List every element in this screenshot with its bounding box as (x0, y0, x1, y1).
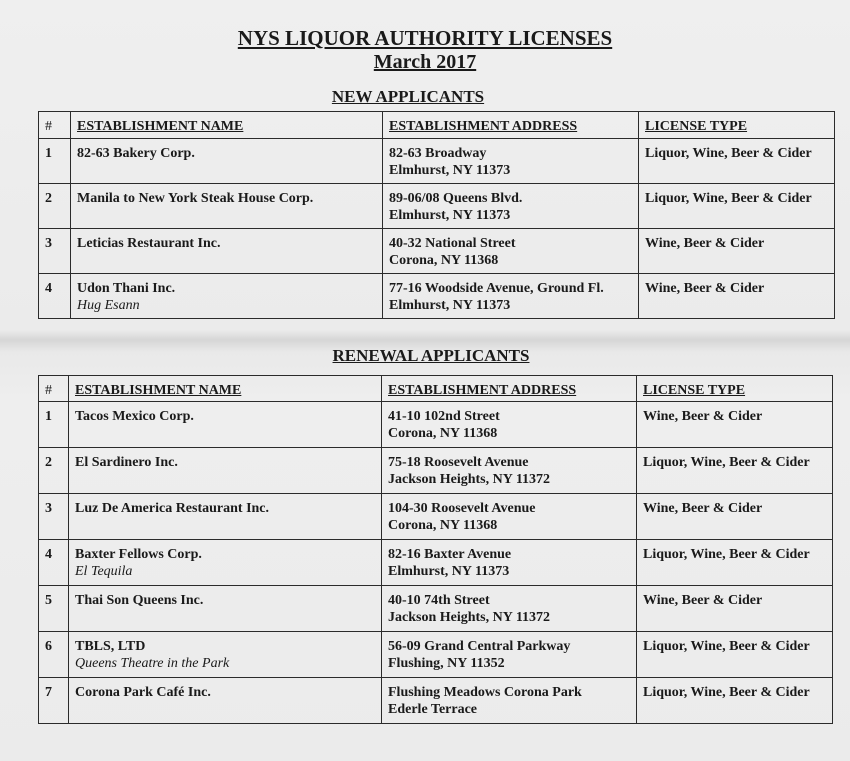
establishment-address-cell (383, 139, 639, 184)
street-address: 82-16 Baxter Avenue (388, 547, 512, 562)
street-address: 89-06/08 Queens Blvd. (389, 191, 523, 206)
row-number: 4 (39, 274, 71, 319)
establishment-address-cell (382, 632, 637, 678)
establishment-name: 82-63 Bakery Corp. (77, 146, 195, 161)
table-row (39, 274, 835, 319)
license-type: Wine, Beer & Cider (639, 229, 835, 274)
street-address: 77-16 Woodside Avenue, Ground Fl. (389, 281, 604, 296)
table-row (39, 586, 833, 632)
city-state-zip: Elmhurst, NY 11373 (388, 564, 510, 579)
establishment-name: Baxter Fellows Corp. (75, 547, 202, 562)
establishment-name: Leticias Restaurant Inc. (77, 236, 221, 251)
street-address: 82-63 Broadway (389, 146, 487, 161)
establishment-address-cell (382, 402, 637, 448)
establishment-name-cell (69, 448, 382, 494)
establishment-name: Udon Thani Inc. (77, 281, 176, 296)
establishment-name: Corona Park Café Inc. (75, 685, 211, 700)
table-row (39, 139, 835, 184)
establishment-name-cell (71, 184, 383, 229)
row-number: 5 (39, 586, 69, 632)
table-row (39, 229, 835, 274)
establishment-address-cell (382, 448, 637, 494)
establishment-name-cell (71, 139, 383, 184)
table-row (39, 540, 833, 586)
city-state-zip: Corona, NY 11368 (388, 518, 498, 533)
street-address: 75-18 Roosevelt Avenue (388, 455, 529, 470)
header-license-type: LICENSE TYPE (637, 376, 833, 402)
establishment-name: Tacos Mexico Corp. (75, 409, 194, 424)
doing-business-as: Queens Theatre in the Park (75, 656, 230, 671)
establishment-address-cell (383, 274, 639, 319)
document-title: NYS LIQUOR AUTHORITY LICENSES (237, 26, 613, 50)
establishment-name-cell (69, 678, 382, 724)
city-state-zip: Corona, NY 11368 (389, 253, 499, 268)
row-number: 2 (39, 184, 71, 229)
city-state-zip: Jackson Heights, NY 11372 (388, 610, 551, 625)
row-number: 6 (39, 632, 69, 678)
section-title-renewal-applicants: RENEWAL APPLICANTS (332, 346, 530, 365)
license-type: Liquor, Wine, Beer & Cider (637, 448, 833, 494)
establishment-name-cell (71, 274, 383, 319)
establishment-name: TBLS, LTD (75, 639, 146, 654)
header-establishment-name: ESTABLISHMENT NAME (71, 112, 383, 139)
header-number: # (39, 376, 69, 402)
establishment-name-cell (69, 632, 382, 678)
license-type: Liquor, Wine, Beer & Cider (639, 184, 835, 229)
establishment-name-cell (69, 402, 382, 448)
establishment-name-cell (71, 229, 383, 274)
city-state-zip: Ederle Terrace (388, 702, 478, 717)
table-header-row (39, 376, 833, 402)
doing-business-as: El Tequila (75, 564, 133, 579)
establishment-name: Luz De America Restaurant Inc. (75, 501, 270, 516)
establishment-name: Thai Son Queens Inc. (75, 593, 204, 608)
street-address: 40-10 74th Street (388, 593, 490, 608)
doing-business-as: Hug Esann (77, 298, 140, 313)
header-establishment-address: ESTABLISHMENT ADDRESS (383, 112, 639, 139)
row-number: 2 (39, 448, 69, 494)
license-type: Liquor, Wine, Beer & Cider (637, 540, 833, 586)
header-license-type: LICENSE TYPE (639, 112, 835, 139)
establishment-address-cell (383, 229, 639, 274)
establishment-name-cell (69, 586, 382, 632)
section-title-new-applicants: NEW APPLICANTS (331, 87, 485, 106)
establishment-name: Manila to New York Steak House Corp. (77, 191, 314, 206)
license-type: Liquor, Wine, Beer & Cider (637, 632, 833, 678)
city-state-zip: Flushing, NY 11352 (388, 656, 505, 671)
row-number: 3 (39, 494, 69, 540)
table-row (39, 184, 835, 229)
street-address: 56-09 Grand Central Parkway (388, 639, 571, 654)
license-type: Wine, Beer & Cider (637, 586, 833, 632)
street-address: 104-30 Roosevelt Avenue (388, 501, 536, 516)
establishment-name-cell (69, 494, 382, 540)
table-row (39, 494, 833, 540)
street-address: 40-32 National Street (389, 236, 516, 251)
establishment-address-cell (382, 678, 637, 724)
new-applicants-table (38, 111, 835, 319)
street-address: 41-10 102nd Street (388, 409, 500, 424)
row-number: 7 (39, 678, 69, 724)
row-number: 1 (39, 139, 71, 184)
row-number: 1 (39, 402, 69, 448)
city-state-zip: Elmhurst, NY 11373 (389, 163, 511, 178)
city-state-zip: Corona, NY 11368 (388, 426, 498, 441)
street-address: Flushing Meadows Corona Park (388, 685, 582, 700)
row-number: 4 (39, 540, 69, 586)
table-header-row (39, 112, 835, 139)
establishment-name-cell (69, 540, 382, 586)
license-type: Liquor, Wine, Beer & Cider (637, 678, 833, 724)
header-establishment-address: ESTABLISHMENT ADDRESS (382, 376, 637, 402)
establishment-name: El Sardinero Inc. (75, 455, 178, 470)
row-number: 3 (39, 229, 71, 274)
establishment-address-cell (383, 184, 639, 229)
license-type: Liquor, Wine, Beer & Cider (639, 139, 835, 184)
license-type: Wine, Beer & Cider (639, 274, 835, 319)
table-row (39, 632, 833, 678)
city-state-zip: Elmhurst, NY 11373 (389, 298, 511, 313)
renewal-applicants-table (38, 375, 833, 724)
document-date: March 2017 (373, 51, 477, 73)
establishment-address-cell (382, 540, 637, 586)
license-type: Wine, Beer & Cider (637, 402, 833, 448)
table-row (39, 402, 833, 448)
header-number: # (39, 112, 71, 139)
table-row (39, 448, 833, 494)
city-state-zip: Elmhurst, NY 11373 (389, 208, 511, 223)
establishment-address-cell (382, 586, 637, 632)
establishment-address-cell (382, 494, 637, 540)
table-row (39, 678, 833, 724)
city-state-zip: Jackson Heights, NY 11372 (388, 472, 551, 487)
license-type: Wine, Beer & Cider (637, 494, 833, 540)
header-establishment-name: ESTABLISHMENT NAME (69, 376, 382, 402)
